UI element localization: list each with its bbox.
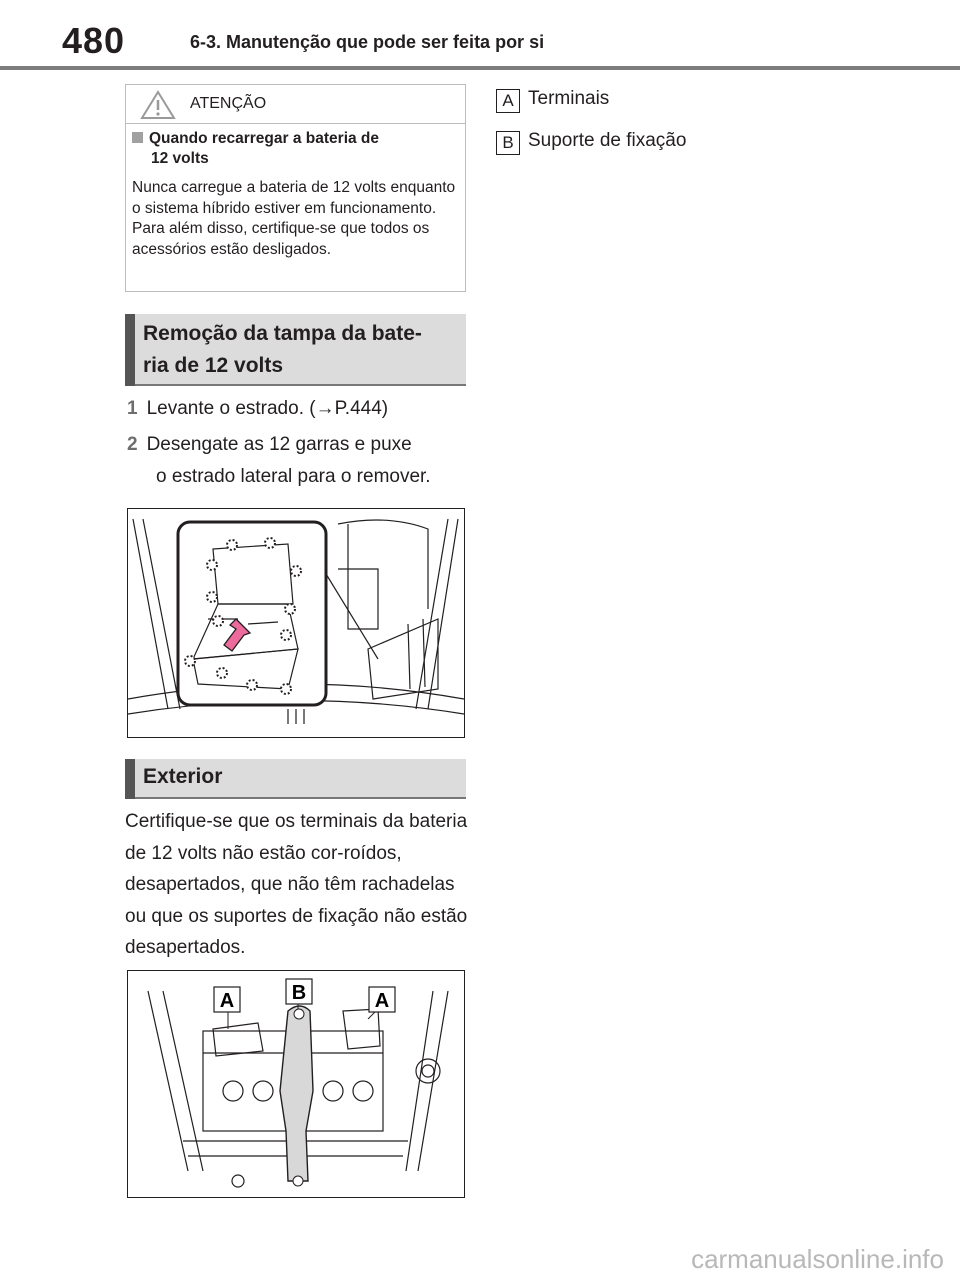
page-number: 480 (62, 20, 126, 61)
label-b: B (291, 982, 307, 1004)
label-a-left: A (219, 990, 235, 1012)
removal-heading: Remoção da tampa da bate- ria de 12 volts (125, 314, 466, 386)
trunk-illustration (128, 509, 464, 737)
step-2-continued: o estrado lateral para o remover. (156, 466, 431, 487)
label-a-right: A (374, 990, 390, 1012)
caution-body: Nunca carregue a bateria de 12 volts enquanto o sistema híbrido estiver em funcionamento. Para além disso, certifique-se que todos os acessórios estão desligados. (132, 179, 456, 258)
caution-subtitle: Quando recarregar a bateria de 12 volts (132, 129, 379, 169)
bullet-square-icon (132, 132, 143, 143)
trunk-figure (127, 508, 465, 738)
step-2: 2 Desengate as 12 garras e puxe (127, 434, 412, 455)
battery-figure (127, 970, 465, 1198)
exterior-heading: Exterior (125, 759, 466, 799)
battery-illustration (128, 971, 464, 1197)
exterior-paragraph: Certifique-se que os terminais da bateria de 12 volts não estão cor-roídos, desapertados, que não têm rachadelas ou que os suportes de fixação não estão desapertados. (125, 811, 468, 958)
legend-item-a: A Terminais (496, 88, 609, 113)
warning-triangle-icon (140, 90, 176, 120)
caution-header (126, 85, 465, 124)
caution-box (125, 84, 466, 292)
step-1: 1 Levante o estrado. (→P.444) (127, 398, 389, 419)
header-divider (0, 66, 960, 70)
caution-title: ATENÇÃO (190, 95, 267, 112)
watermark: carmanualsonline.info (691, 1244, 944, 1274)
legend-item-b: B Suporte de fixação (496, 130, 686, 155)
section-title: 6-3. Manutenção que pode ser feita por si (190, 32, 545, 52)
